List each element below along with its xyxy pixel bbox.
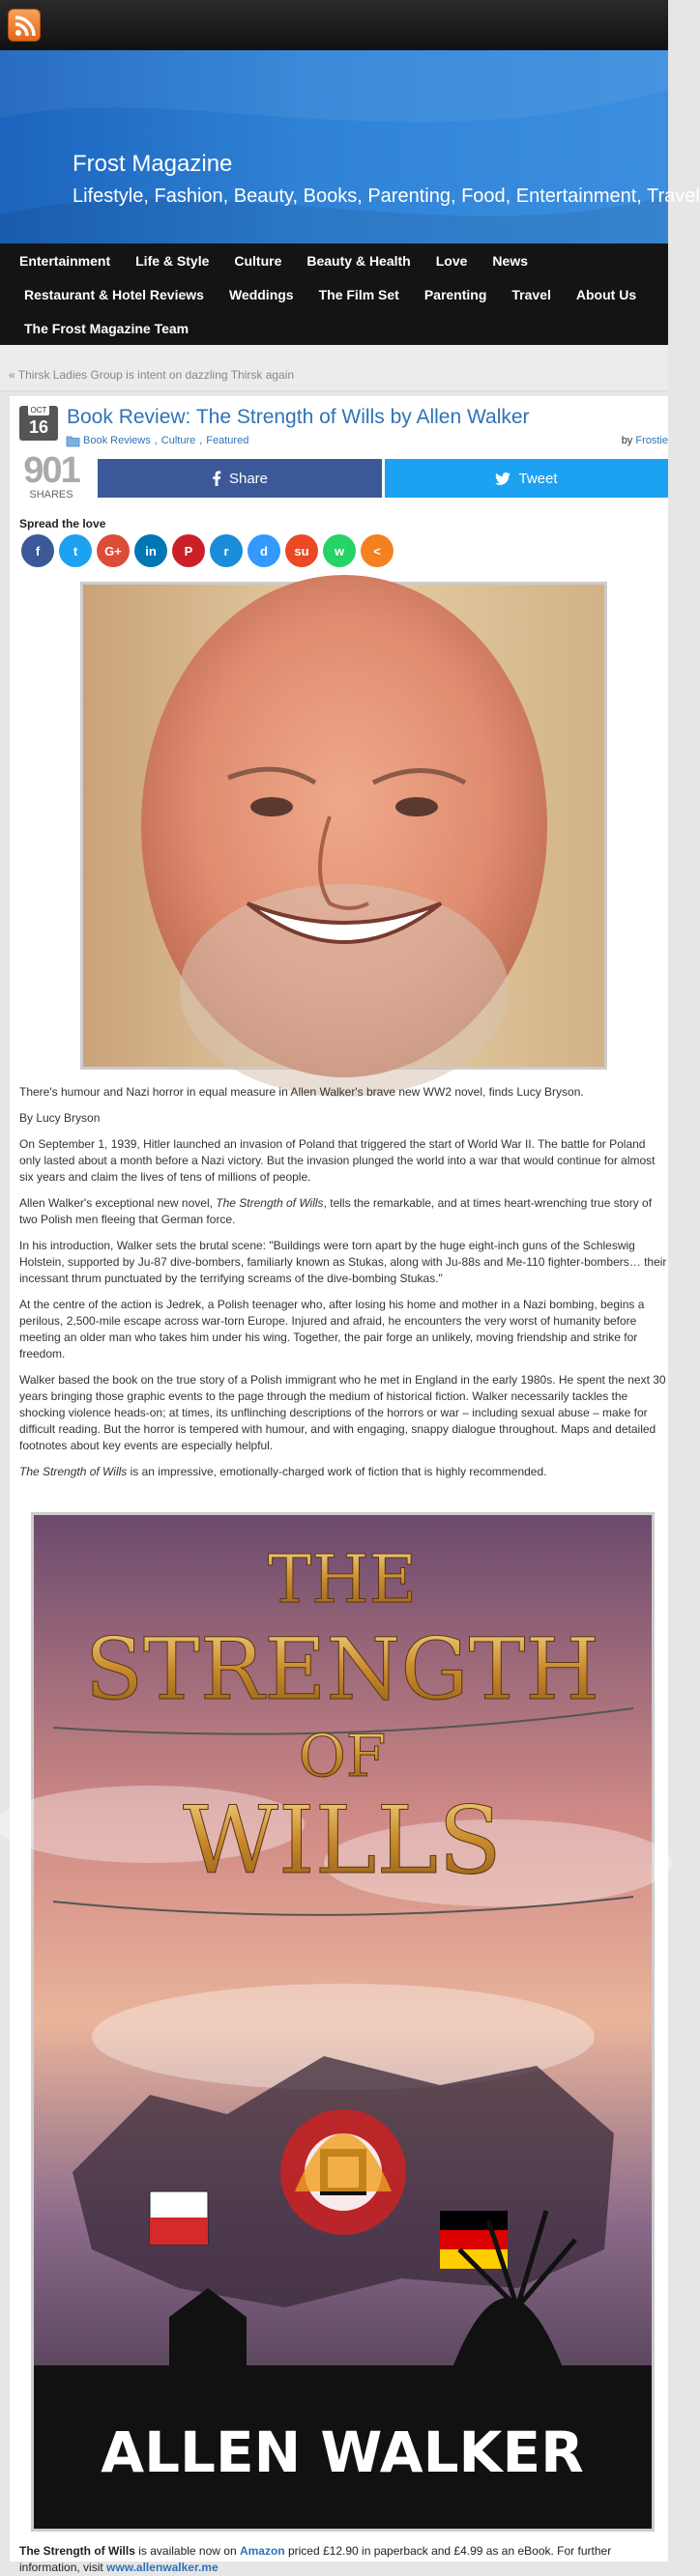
amazon-link[interactable]: Amazon — [239, 2544, 285, 2558]
date-badge — [19, 406, 58, 441]
pinterest-icon[interactable]: P — [172, 534, 205, 567]
book-cover-art — [34, 1515, 652, 2529]
author-link[interactable]: Frostie — [635, 435, 668, 446]
nav-row-1 — [19, 243, 528, 277]
share-button-label: Share — [228, 470, 269, 487]
nav-item-love[interactable]: Love — [435, 252, 468, 269]
nav-item-restaurant-hotel[interactable]: Restaurant & Hotel Reviews — [24, 286, 204, 302]
author-website-link[interactable]: www.allenwalker.me — [106, 2561, 219, 2574]
share-count-label: SHARES — [29, 489, 73, 501]
date-day: 16 — [28, 417, 49, 437]
share-count-number: 901 — [23, 450, 79, 491]
nav-item-beauty-health[interactable]: Beauty & Health — [306, 252, 411, 269]
post-categories: Book Reviews , Culture , Featured — [67, 435, 248, 446]
nav-item-film-set[interactable]: The Film Set — [318, 286, 399, 302]
article-paragraph-2: Allen Walker's exceptional new novel, The Strength of Wills, tells the remarkable, and at times heart-wrenching true story of two Polish men fleeing that German force. — [19, 1196, 653, 1226]
main-nav — [0, 243, 668, 345]
date-month: OCT — [28, 406, 49, 415]
nav-row-3 — [24, 311, 189, 345]
stumbleupon-icon[interactable]: su — [285, 534, 318, 567]
share-counter — [17, 452, 85, 501]
availability-note: The Strength of Wills is available now on Amazon priced £12.90 in paperback and £4.99 as an eBook. For further information, visit www.allenwalker.me — [19, 2544, 612, 2574]
reddit-icon[interactable]: r — [210, 534, 243, 567]
availability-book-title: The Strength of Wills — [19, 2544, 135, 2558]
nav-item-news[interactable]: News — [492, 252, 528, 269]
article-paragraph-5: Walker based the book on the true story of a Polish immigrant who he met in England in the early 1980s. He spent the next 30 years bringing those graphic events to the page through the medium of historical fiction. Walker necessarily tackles the shocking violence heads-on; at times, its unflinching descriptions of the horrors or war – including sexual abuse – make for difficult reading. But the horror is tempered with humour, and with engaging, snappy dialogue throughout. Maps and detailed footnotes about key events are especially helpful. — [19, 1373, 666, 1452]
article-intro: There's humour and Nazi horror in equal measure in Allen Walker's brave new WW2 novel, finds Lucy Bryson. — [19, 1085, 584, 1099]
twitter-tweet-button[interactable] — [385, 459, 668, 498]
nav-item-about-us[interactable]: About Us — [575, 286, 637, 302]
post-content — [10, 396, 668, 2574]
spread-love-label: Spread the love — [19, 517, 106, 530]
nav-item-parenting[interactable]: Parenting — [423, 286, 487, 302]
more-share-icon[interactable]: < — [361, 534, 394, 567]
nav-item-travel[interactable]: Travel — [511, 286, 551, 302]
rss-icon[interactable] — [8, 9, 41, 42]
category-featured[interactable]: Featured — [206, 435, 249, 446]
author-photo — [80, 582, 607, 1070]
previous-post-link[interactable]: « Thirsk Ladies Group is intent on dazzling Thirsk again — [9, 368, 295, 382]
article-body — [19, 1084, 667, 1490]
post-title[interactable]: Book Review: The Strength of Wills by Allen Walker — [67, 406, 530, 428]
category-culture[interactable]: Culture — [160, 435, 196, 446]
top-bar — [0, 0, 668, 50]
delicious-icon[interactable]: d — [248, 534, 280, 567]
article-paragraph-6: The Strength of Wills is an impressive, emotionally-charged work of fiction that is highly recommended. — [19, 1465, 547, 1478]
nav-row-2 — [24, 277, 636, 311]
post-author — [622, 435, 668, 446]
article-paragraph-4: At the centre of the action is Jedrek, a Polish teenager who, after losing his home and mother in a Nazi bombing, begins a perilous, 2,500-mile escape across war-torn Europe. Injured and afraid, he encounters the very worst of humanity before meeting an older man who takes him under his wing. Together, the pair forge an unlikely, moving friendship and strike for freedom. — [19, 1298, 645, 1360]
twitter-bird-icon — [495, 472, 510, 485]
cover-author-name: ALLEN WALKER — [101, 2419, 584, 2485]
book-cover-image — [31, 1512, 655, 2532]
nav-item-team[interactable]: The Frost Magazine Team — [24, 320, 190, 336]
nav-item-entertainment[interactable]: Entertainment — [19, 252, 111, 269]
nav-item-life-style[interactable]: Life & Style — [135, 252, 210, 269]
article-paragraph-1: On September 1, 1939, Hitler launched an invasion of Poland that triggered the start of World War II. The battle for Poland only lasted about a month before a Nazi victory. But the invasion plunged the world into a war that would continue for almost six years and claim the lives of tens of millions of people. — [19, 1137, 656, 1184]
nav-item-culture[interactable]: Culture — [234, 252, 282, 269]
cover-title-the: THE — [267, 1542, 418, 1618]
breadcrumb-bar — [0, 345, 668, 391]
whatsapp-icon[interactable]: w — [323, 534, 356, 567]
article-byline: By Lucy Bryson — [19, 1111, 101, 1125]
facebook-icon[interactable]: f — [21, 534, 54, 567]
by-label: by — [621, 435, 633, 446]
site-title[interactable]: Frost Magazine — [73, 151, 233, 177]
facebook-icon — [212, 471, 221, 486]
facebook-share-button[interactable] — [98, 459, 382, 498]
nav-item-weddings[interactable]: Weddings — [228, 286, 294, 302]
article-paragraph-3: In his introduction, Walker sets the brutal scene: "Buildings were torn apart by the huge eight-inch guns of the Schleswig Holstein, supported by Ju-87 dive-bombers, familiarly known as Stukas, along with Ju-88s and Me-110 fighter-bombers… their incessant thrum punctuated by the terrifying screams of the dive-bombing Stukas." — [19, 1239, 667, 1285]
cover-title-wills: WILLS — [183, 1787, 502, 1895]
category-book-reviews[interactable]: Book Reviews — [83, 435, 151, 446]
linkedin-icon[interactable]: in — [134, 534, 167, 567]
folder-icon — [67, 436, 79, 446]
book-title-italic: The Strength of Wills — [216, 1196, 324, 1210]
book-title-italic-2: The Strength of Wills — [19, 1465, 128, 1478]
google-plus-icon[interactable]: G+ — [97, 534, 130, 567]
tweet-button-label: Tweet — [518, 470, 558, 487]
author-portrait-image — [83, 585, 604, 1067]
banner-wave-decoration — [0, 50, 668, 243]
cover-title-of: OF — [298, 1723, 387, 1790]
site-tagline: Lifestyle, Fashion, Beauty, Books, Parenting, Food, Entertainment, Travel — [73, 186, 700, 207]
twitter-icon[interactable]: t — [59, 534, 92, 567]
social-share-icons — [21, 534, 394, 567]
cover-title-strength: STRENGTH — [84, 1619, 600, 1719]
site-banner — [0, 50, 700, 243]
